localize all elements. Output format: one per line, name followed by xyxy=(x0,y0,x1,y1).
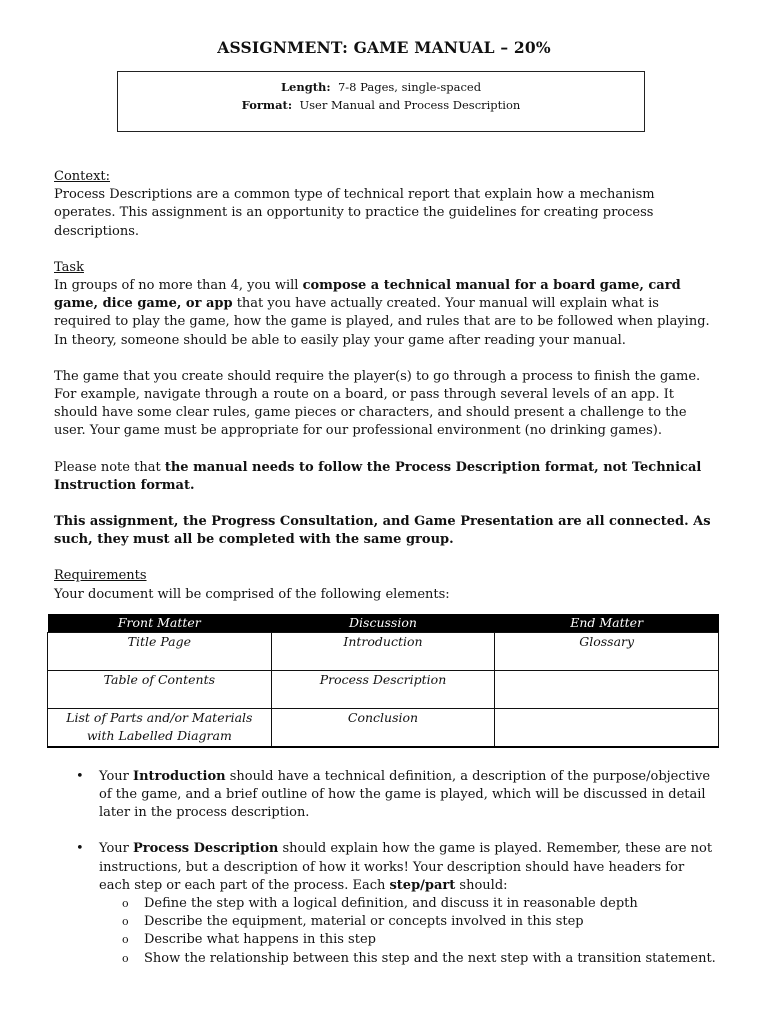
format-line xyxy=(118,96,644,114)
table-row xyxy=(48,708,719,747)
sub-item-text: Define the step with a logical definition, and discuss it in reasonable depth xyxy=(144,896,638,912)
table-header-row xyxy=(48,614,719,633)
requirements-bullet-list xyxy=(54,768,719,968)
assignment-info-box xyxy=(117,71,645,132)
bullet-icon: • xyxy=(76,841,84,857)
table-cell: List of Parts and/or Materials with Labelled Diagram xyxy=(48,708,272,747)
sub-list-item xyxy=(122,950,719,968)
table-cell: Table of Contents xyxy=(48,670,272,708)
list-item xyxy=(76,768,719,823)
table-cell: Glossary xyxy=(495,632,719,670)
table-row xyxy=(48,670,719,708)
context-text: Process Descriptions are a common type of technical report that explain how a mechanism operates. This assignment is an opportunity to practice the guidelines for creating process descriptions. xyxy=(54,187,655,239)
sub-list-item xyxy=(122,931,719,949)
sub-item-text: Describe the equipment, material or concepts involved in this step xyxy=(144,914,584,930)
document-body xyxy=(54,168,719,986)
bullet-text: should have a technical definition, a description of the purpose/objective of the game, and a brief outline of how the game is played, which will be discussed in detail later in the process description. xyxy=(99,768,711,821)
length-line xyxy=(118,78,644,96)
bullet-bold: Process Description xyxy=(133,841,279,857)
table-cell xyxy=(495,670,719,708)
circle-bullet-icon: o xyxy=(122,897,129,911)
task-paragraph-1 xyxy=(54,277,719,350)
table-cell: Title Page xyxy=(48,632,272,670)
task-heading: Task xyxy=(54,259,84,275)
header-discussion: Discussion xyxy=(271,614,495,633)
table-cell: Introduction xyxy=(271,632,495,670)
sub-list-item xyxy=(122,913,719,931)
task-p3-text: Please note that xyxy=(54,459,165,475)
task-p1-text: In groups of no more than 4, you will xyxy=(54,278,303,294)
bullet-bold: Introduction xyxy=(133,768,226,784)
task-p1-bold: compose a technical manual for a board game, card game, dice game, or app xyxy=(54,278,681,312)
requirements-heading: Requirements xyxy=(54,568,147,584)
task-paragraph-3 xyxy=(54,459,719,495)
sub-item-text: Show the relationship between this step and the next step with a transition statement. xyxy=(144,950,716,966)
sub-item-text: Describe what happens in this step xyxy=(144,932,376,948)
step-sub-list xyxy=(99,895,719,968)
bullet-bold: step/part xyxy=(389,877,456,893)
format-label: Format: xyxy=(241,98,293,112)
bullet-text: should explain how the game is played. Remember, these are not instructions, but a description of how it works! Your description should have headers for each step or each part of the process. Each xyxy=(99,841,713,893)
bullet-text: should: xyxy=(455,877,508,893)
table-cell: Process Description xyxy=(271,670,495,708)
table-cell xyxy=(495,708,719,747)
header-front-matter: Front Matter xyxy=(48,614,272,633)
sub-list-item xyxy=(122,895,719,913)
bullet-text: Your xyxy=(99,841,133,857)
task-paragraph-4 xyxy=(54,513,719,549)
circle-bullet-icon: o xyxy=(122,951,129,965)
bullet-text: Your xyxy=(99,768,133,784)
context-heading: Context: xyxy=(54,169,110,184)
bullet-icon: • xyxy=(76,768,84,784)
circle-bullet-icon: o xyxy=(122,915,129,929)
task-p3-bold: the manual needs to follow the Process Description format, not Technical Instruction format. xyxy=(54,459,702,493)
page-title: ASSIGNMENT: GAME MANUAL – 20% xyxy=(217,38,551,57)
header-end-matter: End Matter xyxy=(495,614,719,633)
table-row xyxy=(48,632,719,670)
requirements-intro: Your document will be comprised of the following elements: xyxy=(54,586,450,602)
task-p4-bold: This assignment, the Progress Consultation, and Game Presentation are all connected. As such, they must all be completed with the same group. xyxy=(54,514,711,548)
format-value: User Manual and Process Description xyxy=(299,98,521,112)
task-paragraph-2: The game that you create should require the player(s) to go through a process to finish the game. For example, navigate through a route on a board, or pass through several levels of an app. It should have some clear rules, game pieces or characters, and should present a challenge to the user. Your game must be appropriate for our professional environment (no drinking games). xyxy=(54,368,701,439)
length-value: 7-8 Pages, single-spaced xyxy=(337,80,482,94)
length-label: Length: xyxy=(280,80,331,94)
table-cell: Conclusion xyxy=(271,708,495,747)
task-p1-rest: that you have actually created. Your manual will explain what is required to play the game, how the game is played, and rules that are to be followed when playing. In theory, someone should be able to easily play your game after reading your manual. xyxy=(54,296,710,348)
list-item xyxy=(76,840,719,967)
elements-table xyxy=(47,614,719,748)
circle-bullet-icon: o xyxy=(122,933,129,947)
